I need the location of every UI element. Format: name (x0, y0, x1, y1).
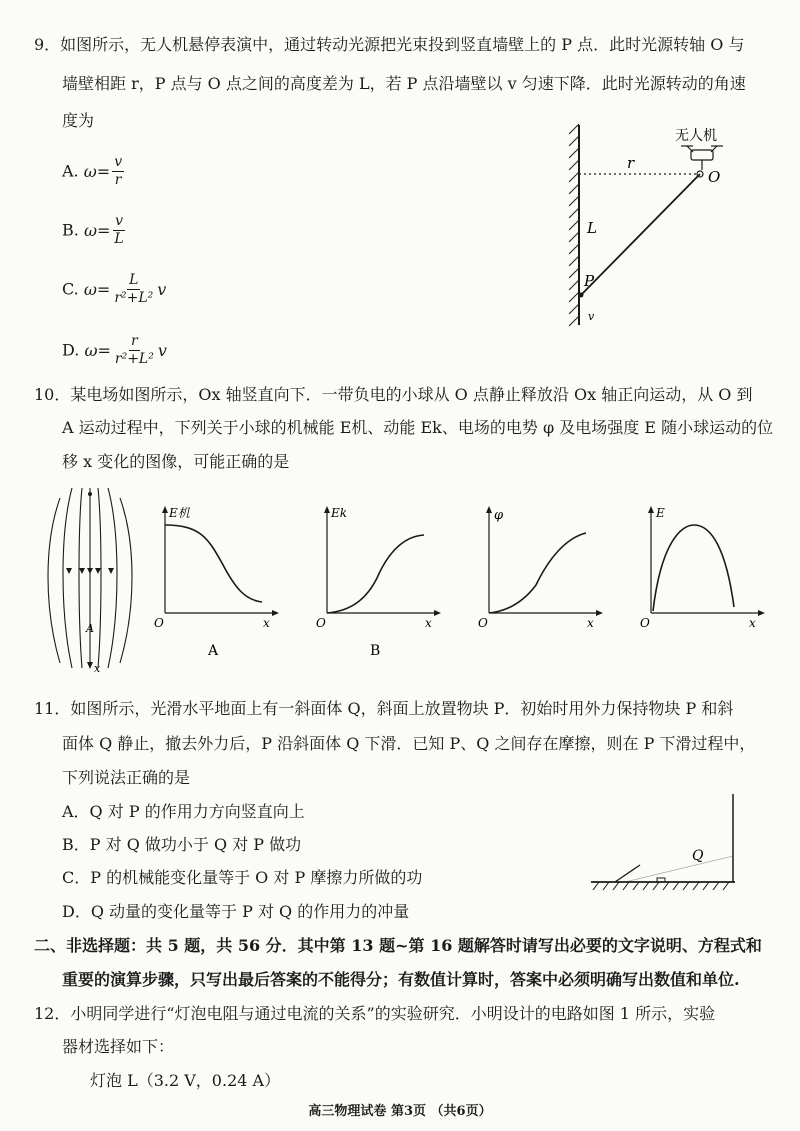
field-x-label: x (94, 662, 101, 673)
q11-incline-figure (585, 790, 745, 900)
svg-text:x: x (749, 616, 756, 630)
q9-line1: 9．如图所示，无人机悬停表演中，通过转动光源把光束投到竖直墙壁上的 P 点．此时光源转轴 O 与 (34, 35, 745, 54)
section2-line1: 二、非选择题：共 5 题，共 56 分．其中第 13 题~第 16 题解答时请写出必要的文字说明、方程式和 (34, 936, 762, 955)
point-p (579, 293, 584, 298)
q10-graph-b (312, 503, 447, 663)
svg-text:O: O (478, 616, 488, 630)
wall-hatching (569, 124, 579, 326)
q11-option-b: B．P 对 Q 做功小于 Q 对 P 做功 (62, 835, 302, 854)
q9-line2: 墙壁相距 r，P 点与 O 点之间的高度差为 L，若 P 点沿墙壁以 v 匀速下降．此时光源转动的角速 (62, 74, 746, 93)
page-footer: 高三物理试卷 第3页 （共6页） (308, 1104, 492, 1119)
q9-drone-figure (555, 120, 755, 330)
q10-line3: 移 x 变化的图像，可能正确的是 (62, 452, 290, 471)
q9-option-d: D. ω= $\frac{r}{\text{r²+L²}}$ v (62, 333, 167, 367)
v-label: v (588, 310, 595, 323)
q10-line2: A 运动过程中，下列关于小球的机械能 E机、动能 Ek、电场的电势 φ 及电场强度 E 随小球运动的位 (62, 418, 774, 437)
q11-line1: 11．如图所示，光滑水平地面上有一斜面体 Q，斜面上放置物块 P．初始时用外力保持物块 P 和斜 (34, 699, 734, 718)
q10-graph-d (636, 503, 771, 663)
q12-line1: 12．小明同学进行“灯泡电阻与通过电流的关系”的实验研究．小明设计的电路如图 1 所示，实验 (34, 1004, 716, 1023)
section2-line2: 重要的演算步骤，只写出最后答案的不能得分；有数值计算时，答案中必须明确写出数值和单位. (62, 970, 740, 989)
l-label: L (587, 219, 597, 237)
q9-option-b: B. ω= $\frac{v}{L}$ (62, 213, 124, 247)
o-label: O (708, 168, 721, 186)
r-label: r (627, 154, 635, 172)
light-beam (581, 174, 700, 295)
drone-icon (681, 146, 723, 170)
svg-text:O: O (316, 616, 326, 630)
svg-text:φ: φ (494, 508, 504, 523)
q-label: Q (692, 848, 704, 864)
q11-line2: 面体 Q 静止，撤去外力后，P 沿斜面体 Q 下滑．已知 P、Q 之间存在摩擦，则在 P 下滑过程中， (62, 734, 756, 753)
q11-option-c: C．P 的机械能变化量等于 O 对 P 摩擦力所做的功 (62, 868, 423, 887)
q9-line3: 度为 (62, 111, 95, 130)
p-label: P (584, 272, 595, 290)
q9-option-c: C. ω= $\frac{L}{\text{r²+L²}}$ v (62, 272, 167, 306)
q12-line2: 器材选择如下： (62, 1037, 175, 1056)
drone-label: 无人机 (675, 128, 717, 144)
svg-text:O: O (640, 616, 650, 630)
svg-text:E: E (656, 506, 665, 520)
svg-text:Ek: Ek (331, 506, 348, 520)
q10-graph-c (474, 503, 609, 663)
field-a-label: A (86, 622, 94, 635)
svg-text:x: x (587, 616, 594, 630)
q10-graph-a (150, 503, 285, 663)
svg-text:x: x (425, 616, 432, 630)
q11-line3: 下列说法正确的是 (62, 768, 191, 787)
graph-b-caption: B (370, 643, 381, 659)
svg-text:O: O (154, 616, 164, 630)
q11-option-d: D．Q 动量的变化量等于 P 对 Q 的作用力的冲量 (62, 902, 410, 921)
svg-text:x: x (263, 616, 270, 630)
q12-line3: 灯泡 L（3.2 V，0.24 A） (90, 1071, 281, 1090)
q10-line1: 10．某电场如图所示，Ox 轴竖直向下．一带负电的小球从 O 点静止释放沿 Ox 轴正向运动，从 O 到 (34, 385, 753, 404)
q9-option-a: A. ω= $\frac{v}{r}$ (62, 154, 123, 188)
svg-text:E机: E机 (169, 506, 190, 520)
q10-field-figure (38, 488, 138, 673)
q11-option-a: A．Q 对 P 的作用力方向竖直向上 (62, 802, 305, 821)
graph-a-caption: A (208, 643, 219, 659)
